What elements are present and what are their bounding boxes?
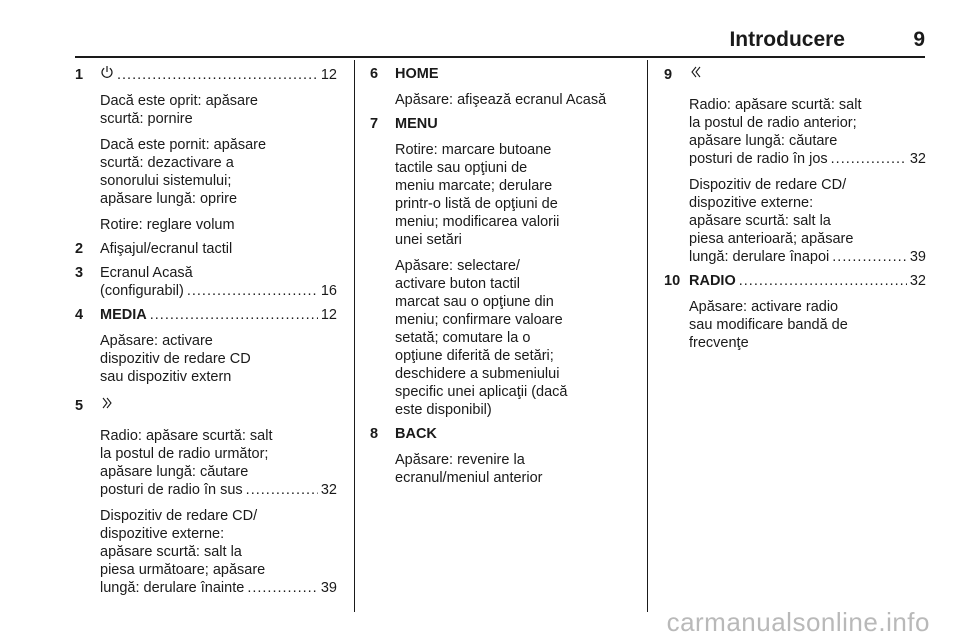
double-chevron-right-icon	[100, 396, 114, 415]
page-reference: 39	[909, 249, 926, 265]
item-10-para-1	[664, 298, 926, 352]
text-line: posturi de radio în jos	[689, 151, 828, 167]
text-line: la postul de radio anterior;	[689, 115, 857, 131]
page-number: 9	[913, 28, 925, 51]
text-line: frecvenţe	[689, 335, 749, 351]
page-reference: 39	[320, 580, 337, 596]
item-label: MENU	[395, 116, 438, 132]
text-line: Dacă este oprit: apăsare	[100, 93, 258, 109]
page-reference: 32	[909, 273, 926, 289]
item-number: 10	[664, 273, 681, 289]
text-line: Apăsare: revenire la	[395, 452, 525, 468]
item-1-para-1	[75, 92, 337, 128]
text-line: apăsare scurtă: salt la	[689, 213, 831, 229]
dot-leader	[150, 306, 318, 324]
item-number: 4	[75, 307, 84, 323]
item-3	[75, 264, 337, 300]
text-line: sonorului sistemului;	[100, 173, 232, 189]
text-line: dispozitive externe:	[100, 526, 225, 542]
dot-leader	[739, 272, 907, 290]
item-5	[75, 396, 337, 597]
item-6-para-1	[370, 91, 632, 109]
item-6	[370, 65, 632, 109]
item-sublabel: (configurabil)	[100, 283, 184, 299]
dot-leader	[832, 248, 907, 266]
dot-leader	[246, 481, 318, 499]
text-line: piesa anterioară; apăsare	[689, 231, 854, 247]
item-number: 6	[370, 66, 379, 82]
dot-leader	[187, 282, 318, 300]
text-line: dispozitive externe:	[689, 195, 814, 211]
column-divider	[354, 60, 355, 612]
page-header-title: Introducere	[729, 28, 845, 51]
item-7-para-2	[370, 257, 632, 419]
text-line: Apăsare: selectare/	[395, 258, 520, 274]
dot-leader	[117, 66, 318, 84]
text-line: lungă: derulare înainte	[100, 580, 245, 596]
item-label: Ecranul Acasă	[100, 265, 193, 281]
double-chevron-left-icon	[689, 65, 703, 84]
text-line: Apăsare: afişează ecranul Acasă	[395, 92, 607, 108]
text-line: meniu; confirmare valoare	[395, 312, 563, 328]
item-1-para-3	[75, 216, 337, 234]
item-number: 1	[75, 67, 84, 83]
item-9-para-2	[664, 176, 926, 266]
item-label: HOME	[395, 66, 439, 82]
item-label: BACK	[395, 426, 437, 442]
column-divider	[647, 60, 648, 612]
text-line: lungă: derulare înapoi	[689, 249, 830, 265]
text-line: Rotire: reglare volum	[100, 217, 235, 233]
column-2	[370, 65, 632, 493]
dot-leader	[831, 150, 907, 168]
text-line: apăsare lungă: oprire	[100, 191, 238, 207]
text-line: unei setări	[395, 232, 462, 248]
item-number: 2	[75, 241, 84, 257]
text-line: apăsare lungă: căutare	[100, 464, 249, 480]
text-line: la postul de radio următor;	[100, 446, 269, 462]
text-line: setată; comutare la o	[395, 330, 531, 346]
item-label: RADIO	[689, 273, 736, 289]
item-1	[75, 65, 337, 234]
text-line: meniu; modificarea valorii	[395, 214, 560, 230]
text-line: apăsare scurtă: salt la	[100, 544, 242, 560]
item-5-para-1	[75, 427, 337, 499]
item-number: 3	[75, 265, 84, 281]
text-line: posturi de radio în sus	[100, 482, 243, 498]
text-line: Dispozitiv de redare CD/	[100, 508, 258, 524]
text-line: piesa următoare; apăsare	[100, 562, 266, 578]
page-reference: 12	[320, 67, 337, 83]
text-line: marcat sau o opţiune din	[395, 294, 554, 310]
item-label: Afişajul/ecranul tactil	[100, 241, 233, 257]
text-line: este disponibil)	[395, 402, 492, 418]
item-2	[75, 240, 337, 258]
text-line: printr-o listă de opţiuni de	[395, 196, 558, 212]
column-3	[664, 65, 926, 358]
page-reference: 16	[320, 283, 337, 299]
text-line: scurtă: dezactivare a	[100, 155, 234, 171]
item-label: MEDIA	[100, 307, 147, 323]
text-line: tactile sau opţiuni de	[395, 160, 528, 176]
watermark: carmanualsonline.info	[666, 607, 930, 637]
text-line: meniu marcate; derulare	[395, 178, 553, 194]
text-line: deschidere a submeniului	[395, 366, 560, 382]
page-reference: 32	[320, 482, 337, 498]
text-line: Radio: apăsare scurtă: salt	[100, 428, 273, 444]
item-7	[370, 115, 632, 419]
item-1-para-2	[75, 136, 337, 208]
text-line: Radio: apăsare scurtă: salt	[689, 97, 862, 113]
text-line: dispozitiv de redare CD	[100, 351, 251, 367]
item-10	[664, 272, 926, 352]
text-line: apăsare lungă: căutare	[689, 133, 838, 149]
text-line: activare buton tactil	[395, 276, 520, 292]
item-9-para-1	[664, 96, 926, 168]
item-8	[370, 425, 632, 487]
item-7-para-1	[370, 141, 632, 249]
page-reference: 32	[909, 151, 926, 167]
item-number: 9	[664, 67, 673, 83]
text-line: specific unei aplicaţii (dacă	[395, 384, 568, 400]
text-line: Rotire: marcare butoane	[395, 142, 552, 158]
item-4-para-1	[75, 332, 337, 386]
text-line: Dispozitiv de redare CD/	[689, 177, 847, 193]
item-number: 5	[75, 398, 84, 414]
item-9	[664, 65, 926, 266]
column-1	[75, 65, 337, 603]
item-5-para-2	[75, 507, 337, 597]
power-icon	[100, 65, 114, 84]
page-reference: 12	[320, 307, 337, 323]
item-8-para-1	[370, 451, 632, 487]
text-line: sau dispozitiv extern	[100, 369, 232, 385]
header-rule	[75, 56, 925, 58]
text-line: opţiune diferită de setări;	[395, 348, 554, 364]
item-4	[75, 306, 337, 386]
text-line: sau modificare bandă de	[689, 317, 848, 333]
dot-leader	[247, 579, 318, 597]
text-line: Dacă este pornit: apăsare	[100, 137, 267, 153]
item-number: 8	[370, 426, 379, 442]
text-line: scurtă: pornire	[100, 111, 193, 127]
text-line: ecranul/meniul anterior	[395, 470, 543, 486]
item-number: 7	[370, 116, 379, 132]
text-line: Apăsare: activare radio	[689, 299, 839, 315]
text-line: Apăsare: activare	[100, 333, 213, 349]
